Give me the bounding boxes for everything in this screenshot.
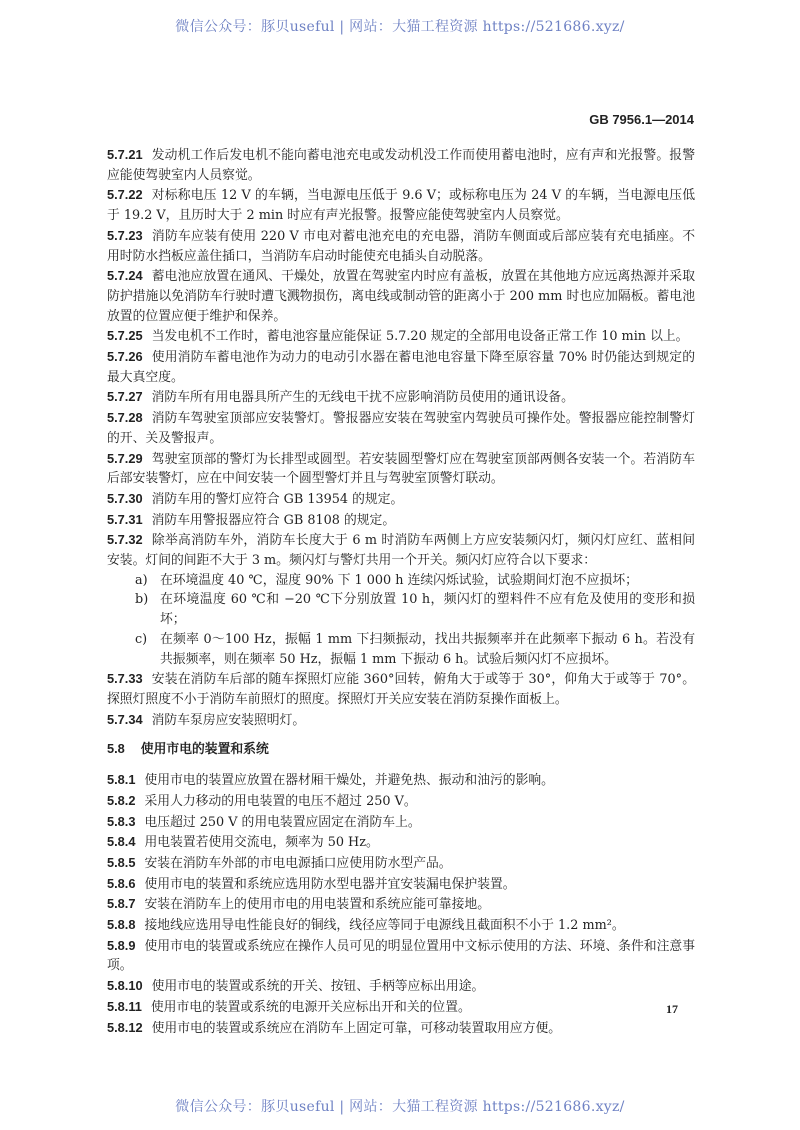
clause-number: 5.7.32 [107,532,143,548]
clause-text: 对标称电压 12 V 的车辆，当电源电压低于 9.6 V；或标称电压为 24 V 的车辆，当电源电压低于 19.2 V，且历时大于 2 min 时应有声光报警。报警应能使驾驶室内人员察觉。 [107,188,695,224]
clause [107,185,695,225]
clause-number: 5.8.2 [107,792,136,808]
watermark-header: 微信公众号：豚贝useful | 网站：大猫工程资源 https://521686.xyz/ [175,19,625,35]
clause [107,874,695,895]
clause [107,530,695,570]
clause-number: 5.7.25 [107,328,143,344]
watermark-footer: 微信公众号：豚贝useful | 网站：大猫工程资源 https://521686.xyz/ [175,1099,625,1115]
clause-number: 5.8.11 [107,998,142,1014]
clause-text: 采用人力移动的用电装置的电压不超过 250 V。 [144,793,417,809]
list-text: 在环境温度 60 ℃和 −20 ℃下分别放置 10 h，频闪灯的塑料件不应有危及使用的变形和损坏； [160,592,695,628]
section-title: 使用市电的装置和系统 [140,742,269,758]
clause [107,770,695,791]
clause-number: 5.7.21 [107,147,143,162]
clause-number: 5.7.29 [107,450,143,466]
clause-text: 消防车用的警灯应符合 GB 13954 的规定。 [151,491,404,507]
clause-text: 消防车所有用电器具所产生的无线电干扰不应影响消防员使用的通讯设备。 [151,390,574,406]
clause [107,226,695,266]
clause-text: 除举高消防车外，消防车长度大于 6 m 时消防车两侧上方应安装频闪灯，频闪灯应红、蓝相间安装。灯间的间距不大于 3 m。频闪灯与警灯共用一个开关。频闪灯应符合以下要求： [107,533,695,569]
clause-text: 使用市电的装置或系统的开关、按钮、手柄等应标出用途。 [151,979,485,995]
clause [107,1018,695,1039]
clause-number: 5.8.8 [107,917,136,933]
clause-text: 发动机工作后发电机不能向蓄电池充电或发动机没工作而使用蓄电池时，应有声和光报警。报警应能使驾驶室内人员察觉。 [107,148,695,183]
list-marker: c) [135,631,148,647]
clause-text: 安装在消防车上的使用市电的用电装置和系统应能可靠接地。 [144,897,490,913]
clause [107,936,695,976]
clause-text: 消防车驾驶室顶部应安装警灯。警报器应安装在驾驶室内驾驶员可操作处。警报器应能控制警灯的开、关及警报声。 [107,411,695,446]
clause [107,145,695,185]
clause [107,266,695,326]
section-heading [107,739,695,760]
clause-number: 5.7.34 [107,711,143,727]
clause-number: 5.7.28 [107,410,143,426]
standard-number: GB 7956.1—2014 [589,112,694,127]
clause [107,915,695,936]
clause-number: 5.7.22 [107,187,143,203]
clause-number: 5.8.9 [107,937,136,953]
clause-text: 用电装置若使用交流电，频率为 50 Hz。 [144,835,379,851]
section-number: 5.8 [107,741,125,757]
clause-number: 5.8.3 [107,813,136,829]
clause-number: 5.7.23 [107,227,143,243]
clause-number: 5.7.27 [107,389,143,405]
clause [107,812,695,833]
clause-text: 消防车应装有使用 220 V 市电对蓄电池充电的充电器，消防车侧面或后部应装有充电插座。不用时防水挡板应盖住插口，当消防车启动时能使充电插头自动脱落。 [107,228,695,264]
clause [107,997,695,1018]
page-number: 17 [666,1002,678,1016]
list-item [107,571,695,591]
clause-text: 使用市电的装置或系统应在消防车上固定可靠，可移动装置取用应方便。 [151,1020,562,1036]
clause-text: 接地线应选用导电性能良好的铜线，线径应等同于电源线且截面积不小于 1.2 mm²。 [144,918,625,934]
list-item [107,590,695,629]
clause-number: 5.8.12 [107,1019,143,1035]
list-marker: b) [135,592,149,608]
clause-number: 5.7.31 [107,511,143,527]
clause-text: 安装在消防车后部的随车探照灯应能 360°回转，俯角大于或等于 30°，仰角大于或等于 70°。探照灯照度不小于消防车前照灯的照度。探照灯开关应安装在消防泵操作面板上。 [107,672,695,707]
clause-number: 5.8.1 [107,772,136,788]
clause [107,326,695,347]
clause-text: 使用市电的装置和系统应选用防水型电器并宜安装漏电保护装置。 [144,876,516,892]
clause-text: 消防车泵房应安装照明灯。 [151,712,306,728]
clause-number: 5.8.4 [107,834,136,850]
clause-text: 当发电机不工作时，蓄电池容量应能保证 5.7.20 规定的全部用电设备正常工作 10 min 以上。 [151,329,689,345]
clause-number: 5.8.5 [107,854,136,870]
clause-number: 5.7.33 [107,671,143,687]
list-text: 在环境温度 40 ℃，湿度 90% 下 1 000 h 连续闪烁试验，试验期间灯泡不应损坏； [160,572,638,588]
clause [107,894,695,915]
clause-number: 5.7.30 [107,490,143,506]
clause-text: 使用消防车蓄电池作为动力的电动引水器在蓄电池电容量下降至原容量 70% 时仍能达到规定的最大真空度。 [107,350,695,385]
clause-text: 安装在消防车外部的市电电源插口应使用防水型产品。 [144,855,452,871]
clause [107,408,695,448]
clause-number: 5.8.6 [107,875,136,891]
clause [107,976,695,997]
clause [107,510,695,531]
clause [107,853,695,874]
clause [107,489,695,510]
clause [107,449,695,489]
clause-number: 5.7.24 [107,268,143,284]
clause [107,791,695,812]
clause-number: 5.8.7 [107,896,136,912]
clause-text: 电压超过 250 V 的用电装置应固定在消防车上。 [144,814,421,830]
clause [107,387,695,408]
clause-text: 消防车用警报器应符合 GB 8108 的规定。 [151,512,396,528]
clause-number: 5.7.26 [107,349,143,365]
clause [107,347,695,387]
document-body [107,145,695,1038]
clause [107,669,695,709]
list-item [107,630,695,669]
list-marker: a) [135,572,148,588]
clause-number: 5.8.10 [107,978,143,994]
clause [107,832,695,853]
list-text: 在频率 0～100 Hz，振幅 1 mm 下扫频振动，找出共振频率并在此频率下振动 6 h。若没有共振频率，则在频率 50 Hz，振幅 1 mm 下振动 6 h。试验后频闪灯不应损坏。 [160,631,695,667]
clause-text: 蓄电池应放置在通风、干燥处，放置在驾驶室内时应有盖板，放置在其他地方应远离热源并采取防护措施以免消防车行驶时遭飞溅物损伤，离电线或制动管的距离小于 200 mm 时也应加隔板。蓄电池放置的位置应便于维护和保养。 [107,269,695,324]
clause-text: 驾驶室顶部的警灯为长排型或圆型。若安装圆型警灯应在驾驶室顶部两侧各安装一个。若消防车后部安装警灯，应在中间安装一个圆型警灯并且与驾驶室顶警灯联动。 [107,451,695,487]
clause-text: 使用市电的装置应放置在器材厢干燥处，并避免热、振动和油污的影响。 [144,773,554,789]
clause-text: 使用市电的装置或系统的电源开关应标出开和关的位置。 [150,999,471,1015]
clause-text: 使用市电的装置或系统应在操作人员可见的明显位置用中文标示使用的方法、环境、条件和注意事项。 [107,938,695,974]
clause [107,710,695,731]
